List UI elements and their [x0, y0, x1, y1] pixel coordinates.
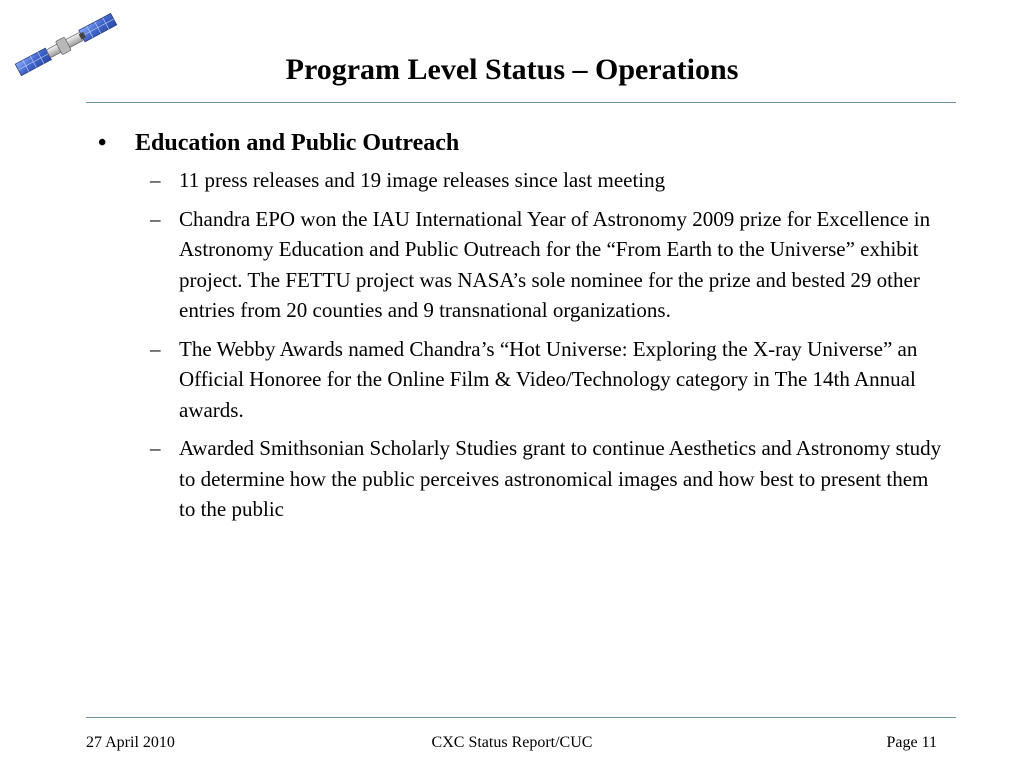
footer-report-name: CXC Status Report/CUC — [431, 734, 593, 751]
footer-divider — [86, 717, 956, 718]
list-item — [96, 165, 946, 196]
list-item — [96, 204, 946, 326]
dash-icon: – — [150, 336, 161, 361]
list-item — [96, 433, 946, 525]
list-item-text: Awarded Smithsonian Scholarly Studies grant to continue Aesthetics and Astronomy study to determine how the public perceives astronomical images and how best to present them to the public — [179, 436, 942, 521]
bullet-icon: • — [98, 130, 107, 156]
section-heading-text: Education and Public Outreach — [135, 130, 460, 156]
title-divider — [86, 102, 956, 103]
list-item — [96, 334, 946, 426]
slide-body — [96, 127, 946, 533]
section-heading — [96, 127, 946, 159]
list-item-text: The Webby Awards named Chandra’s “Hot Universe: Exploring the X-ray Universe” an Official Honoree for the Online Film & Video/Technology category in The 14th Annual awards. — [179, 336, 918, 422]
list-item-text: Chandra EPO won the IAU International Year of Astronomy 2009 prize for Excellence in Astronomy Education and Public Outreach for the “From Earth to the Universe” exhibit project. The FETTU project was NASA’s sole nominee for the prize and bested 29 other entries from 20 counties and 9 transnational organizations. — [179, 206, 931, 322]
list-item-text: 11 press releases and 19 image releases since last meeting — [179, 168, 666, 192]
dash-icon: – — [150, 168, 161, 192]
slide-title: Program Level Status – Operations — [285, 53, 739, 86]
sub-bullet-list — [96, 165, 946, 525]
dash-icon: – — [150, 206, 161, 231]
dash-icon: – — [150, 436, 161, 460]
footer-date: 27 April 2010 — [86, 734, 175, 751]
footer-page-number: Page 11 — [886, 734, 937, 751]
